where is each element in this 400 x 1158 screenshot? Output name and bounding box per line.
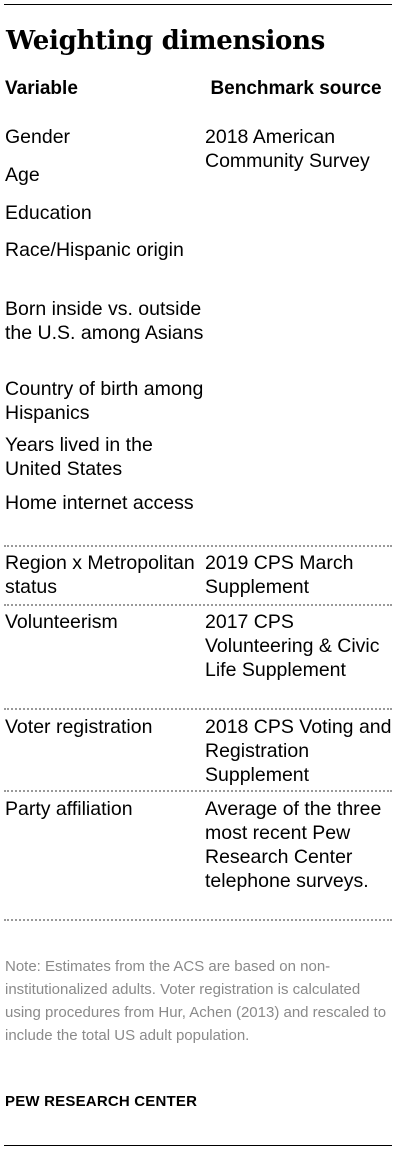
row-divider: [4, 919, 392, 921]
page-title: Weighting dimensions: [6, 26, 326, 56]
variable-race-hispanic-origin: Race/Hispanic origin: [5, 239, 184, 261]
row-divider: [4, 790, 392, 792]
footnote: Note: Estimates from the ACS are based on non-institutionalized adults. Voter registration is calculated using procedures from Hur, Achen (2013) and rescaled to include the total US adult population.: [5, 958, 387, 1044]
row-divider: [4, 545, 392, 547]
source-column-header: Benchmark source: [210, 78, 382, 99]
variable-voter-registration: Voter registration: [5, 716, 153, 738]
benchmark-source-cps-march: 2019 CPS March Supplement: [205, 552, 354, 598]
variable-volunteerism: Volunteerism: [5, 611, 118, 633]
row-divider: [4, 604, 392, 606]
benchmark-source-acs: 2018 American Community Survey: [205, 126, 370, 172]
variable-column-header: Variable: [5, 78, 78, 99]
variable-years-lived-in-us: Years lived in the United States: [5, 434, 153, 480]
benchmark-source-pew-surveys: Average of the three most recent Pew Research Center telephone surveys.: [205, 798, 382, 892]
benchmark-source-cps-voting: 2018 CPS Voting and Registration Supplement: [205, 716, 392, 786]
variable-born-inside-outside-us: Born inside vs. outside the U.S. among Asians: [5, 298, 204, 344]
top-rule: [4, 4, 392, 5]
benchmark-source-cps-volunteering: 2017 CPS Volunteering & Civic Life Supplement: [205, 611, 380, 681]
bottom-rule: [4, 1145, 392, 1146]
row-divider: [4, 708, 392, 710]
variable-party-affiliation: Party affiliation: [5, 798, 133, 820]
variable-gender: Gender: [5, 126, 71, 148]
variable-age: Age: [5, 164, 40, 186]
source-label: PEW RESEARCH CENTER: [5, 1093, 198, 1110]
variable-home-internet-access: Home internet access: [5, 492, 194, 514]
variable-country-of-birth: Country of birth among Hispanics: [5, 378, 204, 424]
variable-education: Education: [5, 202, 92, 224]
variable-region-metro-status: Region x Metropolitan status: [5, 552, 195, 598]
